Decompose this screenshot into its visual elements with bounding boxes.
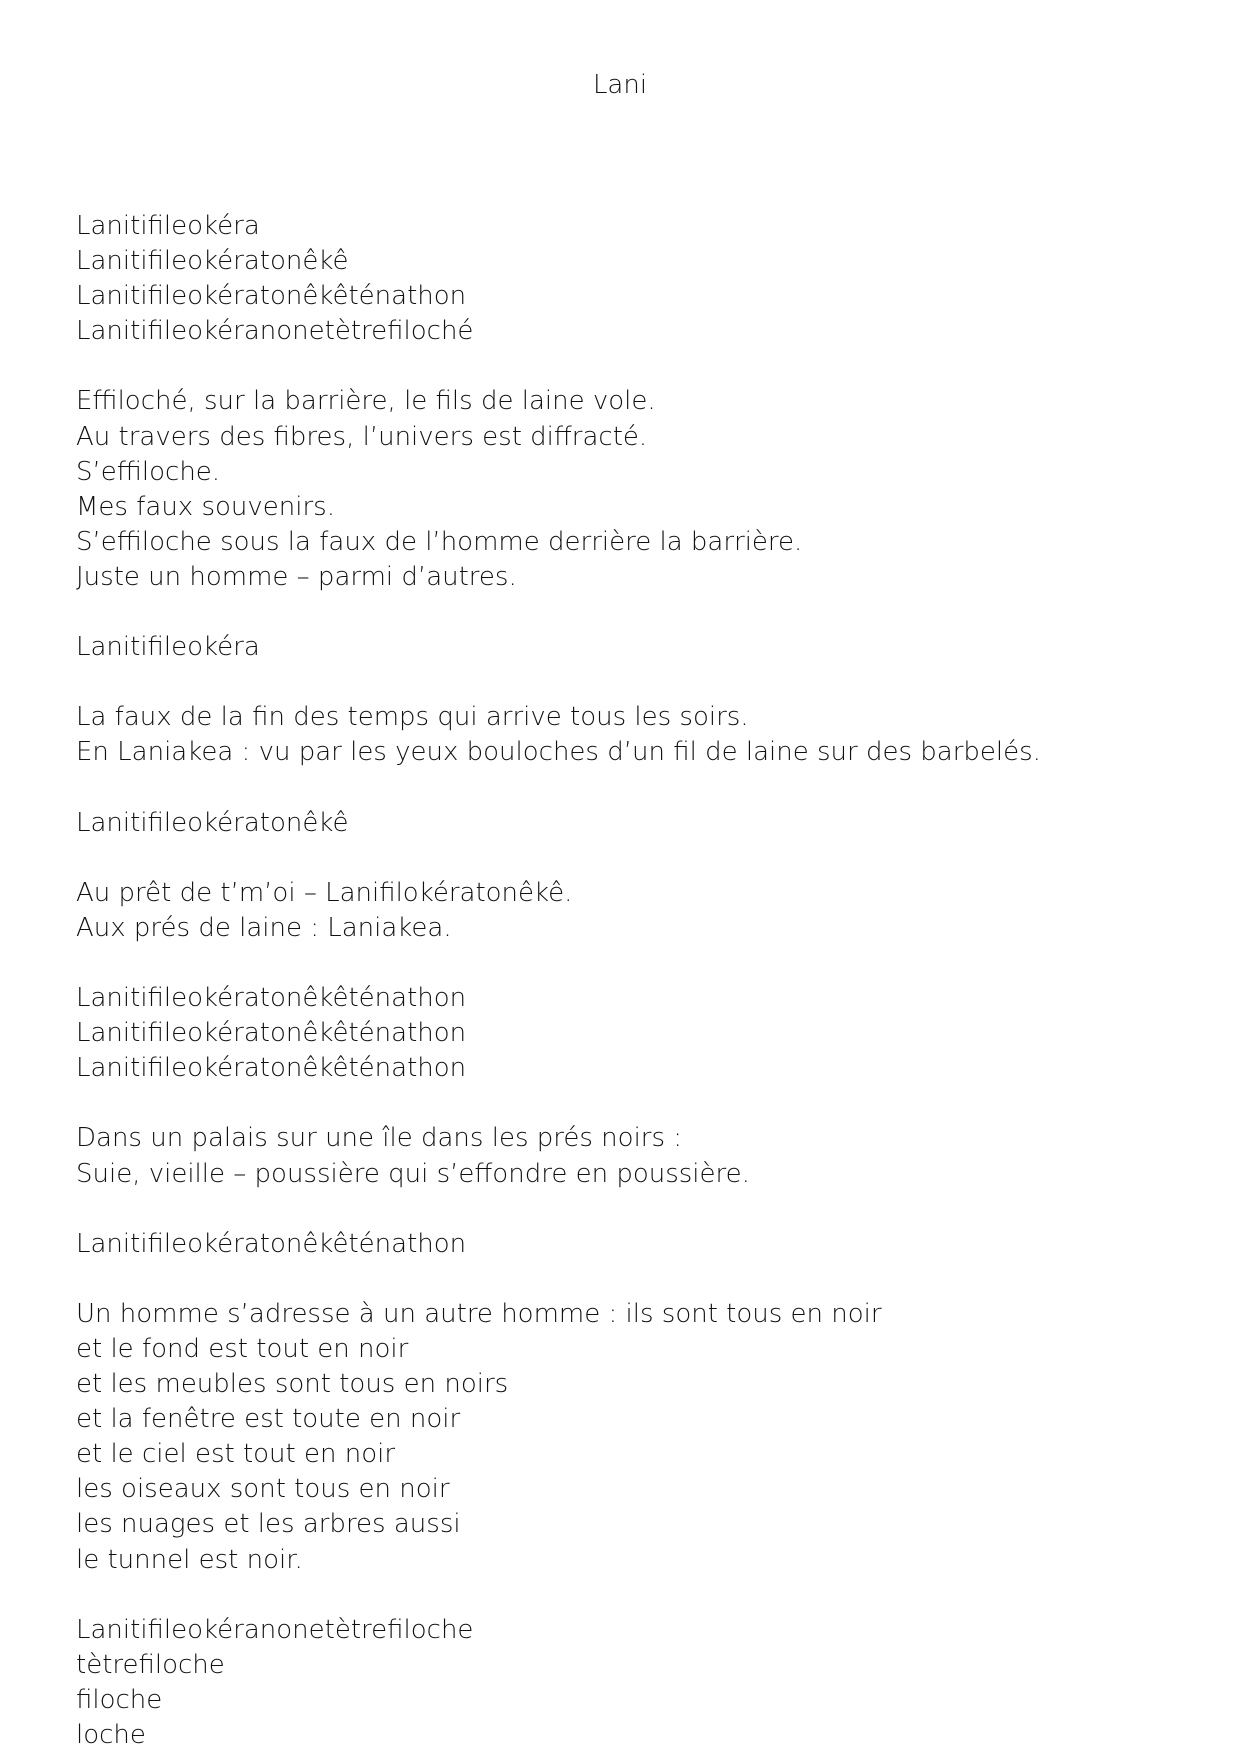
stanza	[76, 630, 1176, 665]
poem-line: Lanitifileokératonêkê	[76, 807, 349, 838]
poem-line: filoche	[76, 1684, 163, 1715]
poem-line: Lanitifileokéranonetètrefiloché	[76, 316, 474, 347]
poem-line: Lanitifileokératonêkê	[76, 246, 349, 277]
poem-line: Lanitifileokératonêkêténathon	[76, 281, 467, 312]
poem-line: et le fond est tout en noir	[76, 1334, 409, 1364]
stanza-gap	[76, 1086, 1176, 1121]
poem-line: le tunnel est noir.	[76, 1544, 303, 1575]
stanza-gap	[76, 349, 1176, 384]
poem-line: Au travers des fibres, l’univers est diffracté.	[76, 421, 648, 452]
poem-line: Lanitifileokéranonetètrefiloche	[76, 1614, 474, 1645]
poem-line: Un homme s’adresse à un autre homme : ils sont tous en noir	[76, 1298, 882, 1329]
poem-line: Lanitifileokératonêkêténathon	[76, 1018, 467, 1049]
poem-line: Aux prés de laine : Laniakea.	[76, 912, 452, 943]
poem-line: S’effiloche.	[76, 456, 221, 487]
stanza	[76, 1121, 1176, 1191]
poem-line: Mes faux souvenirs.	[76, 491, 335, 522]
poem-line: Effiloché, sur la barrière, le fils de laine vole.	[76, 386, 656, 417]
poem-line: Lanitifileokératonêkêténathon	[76, 1053, 467, 1084]
stanza-gap	[76, 946, 1176, 981]
stanza-gap	[76, 841, 1176, 876]
stanza	[76, 384, 1176, 595]
poem-body	[76, 209, 1176, 1753]
stanza	[76, 876, 1176, 946]
stanza-gap	[76, 665, 1176, 700]
poem-line: Juste un homme – parmi d’autres.	[76, 561, 517, 592]
stanza	[76, 700, 1176, 770]
stanza-gap	[76, 771, 1176, 806]
poem-line: En Laniakea : vu par les yeux bouloches d’un fil de laine sur des barbelés.	[76, 737, 1041, 768]
poem-line: Lanitifileokératonêkêténathon	[76, 1228, 467, 1259]
stanza	[76, 209, 1176, 349]
stanza-gap	[76, 1192, 1176, 1227]
poem-line: Suie, vieille – poussière qui s’effondre en poussière.	[76, 1158, 750, 1189]
stanza	[76, 1297, 1176, 1578]
poem-line: loche	[76, 1720, 146, 1751]
poem-line: La faux de la fin des temps qui arrive tous les soirs.	[76, 702, 749, 733]
poem-line: les nuages et les arbres aussi	[76, 1509, 461, 1540]
poem-title: Lani	[592, 70, 648, 100]
poem-line: S’effiloche sous la faux de l’homme derrière la barrière.	[76, 526, 803, 557]
poem-line: Lanitifileokéra	[76, 632, 260, 663]
poem-line: et la fenêtre est toute en noir	[76, 1404, 461, 1435]
stanza	[76, 981, 1176, 1086]
stanza	[76, 806, 1176, 841]
poem-line: tètrefiloche	[76, 1649, 225, 1680]
stanza	[76, 1227, 1176, 1262]
poem-line: Lanitifileokéra	[76, 211, 260, 241]
stanza-gap	[76, 1262, 1176, 1297]
poem-line: et le ciel est tout en noir	[76, 1439, 396, 1470]
stanza-gap	[76, 1578, 1176, 1613]
stanza-gap	[76, 595, 1176, 630]
poem-line: Lanitifileokératonêkêténathon	[76, 983, 467, 1014]
poem-line: Dans un palais sur une île dans les prés noirs :	[76, 1123, 683, 1154]
stanza	[76, 1613, 1176, 1753]
poem-line: et les meubles sont tous en noirs	[76, 1369, 509, 1400]
poem-line: Au prêt de t’m’oi – Lanifilokératonêkê.	[76, 877, 573, 908]
poem-line: les oiseaux sont tous en noir	[76, 1474, 450, 1505]
